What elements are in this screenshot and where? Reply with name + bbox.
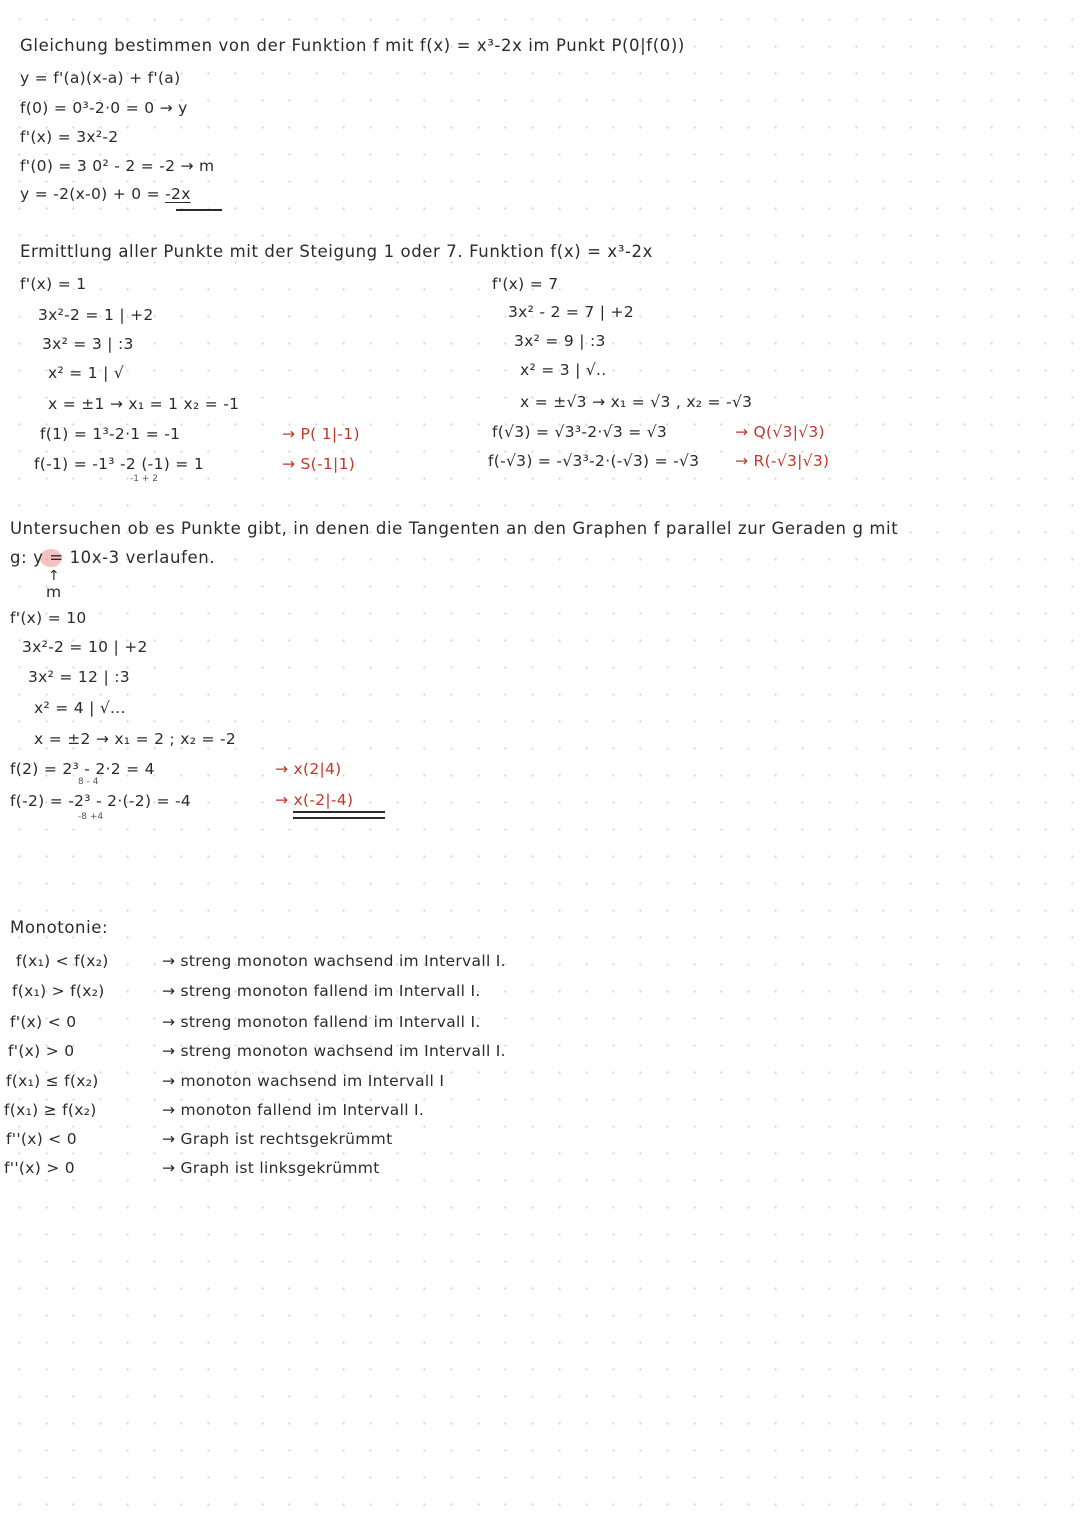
s2-right-line-7: f(-√3) = -√3³-2·(-√3) = -√3 bbox=[488, 452, 700, 470]
s2-left-line-7: f(-1) = -1³ -2 (-1) = 1 bbox=[34, 455, 204, 473]
points-double-underline-b bbox=[293, 817, 385, 819]
s3-line-1: f'(x) = 10 bbox=[10, 609, 87, 627]
s2-left-line-6: f(1) = 1³-2·1 = -1 bbox=[40, 425, 181, 443]
mono-cond-7: f''(x) < 0 bbox=[6, 1130, 77, 1148]
s2-left-subnote: -1 + 2 bbox=[130, 474, 158, 484]
point-Q: → Q(√3|√3) bbox=[735, 423, 825, 441]
section1-line-4: f'(0) = 3 0² - 2 = -2 → m bbox=[20, 157, 215, 175]
mono-cond-4: f'(x) > 0 bbox=[8, 1042, 75, 1060]
s2-right-line-4: x² = 3 | √.. bbox=[520, 361, 607, 379]
s2-left-line-1: f'(x) = 1 bbox=[20, 275, 87, 293]
point-x2: → x(-2|-4) bbox=[275, 791, 354, 809]
point-x1: → x(2|4) bbox=[275, 760, 342, 778]
mono-cond-5: f(x₁) ≤ f(x₂) bbox=[6, 1072, 99, 1090]
mono-text-4: → streng monoton wachsend im Intervall I. bbox=[162, 1042, 506, 1060]
mono-text-5: → monoton wachsend im Intervall I bbox=[162, 1072, 445, 1090]
s3-subnote-1: 8 - 4 bbox=[78, 777, 99, 787]
s2-right-line-2: 3x² - 2 = 7 | +2 bbox=[508, 303, 634, 321]
mono-cond-6: f(x₁) ≥ f(x₂) bbox=[4, 1101, 97, 1119]
section3-line2-prefix: g: y = bbox=[10, 548, 70, 567]
result-double-underline bbox=[176, 209, 222, 211]
point-R: → R(-√3|√3) bbox=[735, 452, 830, 470]
s2-right-line-5: x = ±√3 → x₁ = √3 , x₂ = -√3 bbox=[520, 393, 753, 411]
s3-line-7: f(-2) = -2³ - 2·(-2) = -4 bbox=[10, 792, 192, 810]
slope-value-highlight: 10 bbox=[69, 548, 92, 567]
s2-right-line-3: 3x² = 9 | :3 bbox=[514, 332, 606, 350]
s3-line-4: x² = 4 | √... bbox=[34, 699, 126, 717]
monotonie-heading: Monotonie: bbox=[10, 918, 109, 937]
s2-left-line-2: 3x²-2 = 1 | +2 bbox=[38, 306, 154, 324]
section1-line-3: f'(x) = 3x²-2 bbox=[20, 128, 119, 146]
section1-result: -2x bbox=[165, 185, 191, 203]
mono-text-8: → Graph ist linksgekrümmt bbox=[162, 1159, 380, 1177]
s2-right-line-1: f'(x) = 7 bbox=[492, 275, 559, 293]
s3-subnote-2: -8 +4 bbox=[78, 812, 104, 822]
s3-line-3: 3x² = 12 | :3 bbox=[28, 668, 130, 686]
mono-text-3: → streng monoton fallend im Intervall I. bbox=[162, 1013, 481, 1031]
s2-left-line-4: x² = 1 | √ bbox=[48, 364, 125, 382]
mono-text-1: → streng monoton wachsend im Intervall I. bbox=[162, 952, 506, 970]
point-P: → P( 1|-1) bbox=[282, 425, 360, 443]
section1-result-prefix: y = -2(x-0) + 0 = bbox=[20, 185, 160, 203]
section3-heading: Untersuchen ob es Punkte gibt, in denen die Tangenten an den Graphen f parallel zur Geraden g mit bbox=[10, 519, 899, 538]
section1-result-line bbox=[20, 184, 191, 204]
section1-line-1: y = f'(a)(x-a) + f'(a) bbox=[20, 69, 181, 87]
section1-line-2: f(0) = 0³-2·0 = 0 → y bbox=[20, 99, 188, 117]
mono-text-7: → Graph ist rechtsgekrümmt bbox=[162, 1130, 393, 1148]
mono-cond-2: f(x₁) > f(x₂) bbox=[12, 982, 105, 1000]
mono-cond-1: f(x₁) < f(x₂) bbox=[16, 952, 109, 970]
section3-line2-suffix: x-3 verlaufen. bbox=[91, 548, 216, 567]
mono-cond-8: f''(x) > 0 bbox=[4, 1159, 75, 1177]
point-S: → S(-1|1) bbox=[282, 455, 356, 473]
s3-line-2: 3x²-2 = 10 | +2 bbox=[22, 638, 148, 656]
section3-line2 bbox=[10, 548, 215, 568]
m-label: m bbox=[46, 583, 62, 601]
points-double-underline-a bbox=[293, 811, 385, 813]
mono-text-2: → streng monoton fallend im Intervall I. bbox=[162, 982, 481, 1000]
s3-line-6: f(2) = 2³ - 2·2 = 4 bbox=[10, 760, 155, 778]
s2-right-line-6: f(√3) = √3³-2·√3 = √3 bbox=[492, 423, 668, 441]
m-arrow-icon: ↑ bbox=[48, 568, 61, 584]
s2-left-line-3: 3x² = 3 | :3 bbox=[42, 335, 134, 353]
mono-text-6: → monoton fallend im Intervall I. bbox=[162, 1101, 425, 1119]
section1-heading: Gleichung bestimmen von der Funktion f mit f(x) = x³-2x im Punkt P(0|f(0)) bbox=[20, 36, 685, 55]
s2-left-line-5: x = ±1 → x₁ = 1 x₂ = -1 bbox=[48, 395, 240, 413]
section2-heading: Ermittlung aller Punkte mit der Steigung 1 oder 7. Funktion f(x) = x³-2x bbox=[20, 242, 653, 261]
mono-cond-3: f'(x) < 0 bbox=[10, 1013, 77, 1031]
s3-line-5: x = ±2 → x₁ = 2 ; x₂ = -2 bbox=[34, 730, 237, 748]
